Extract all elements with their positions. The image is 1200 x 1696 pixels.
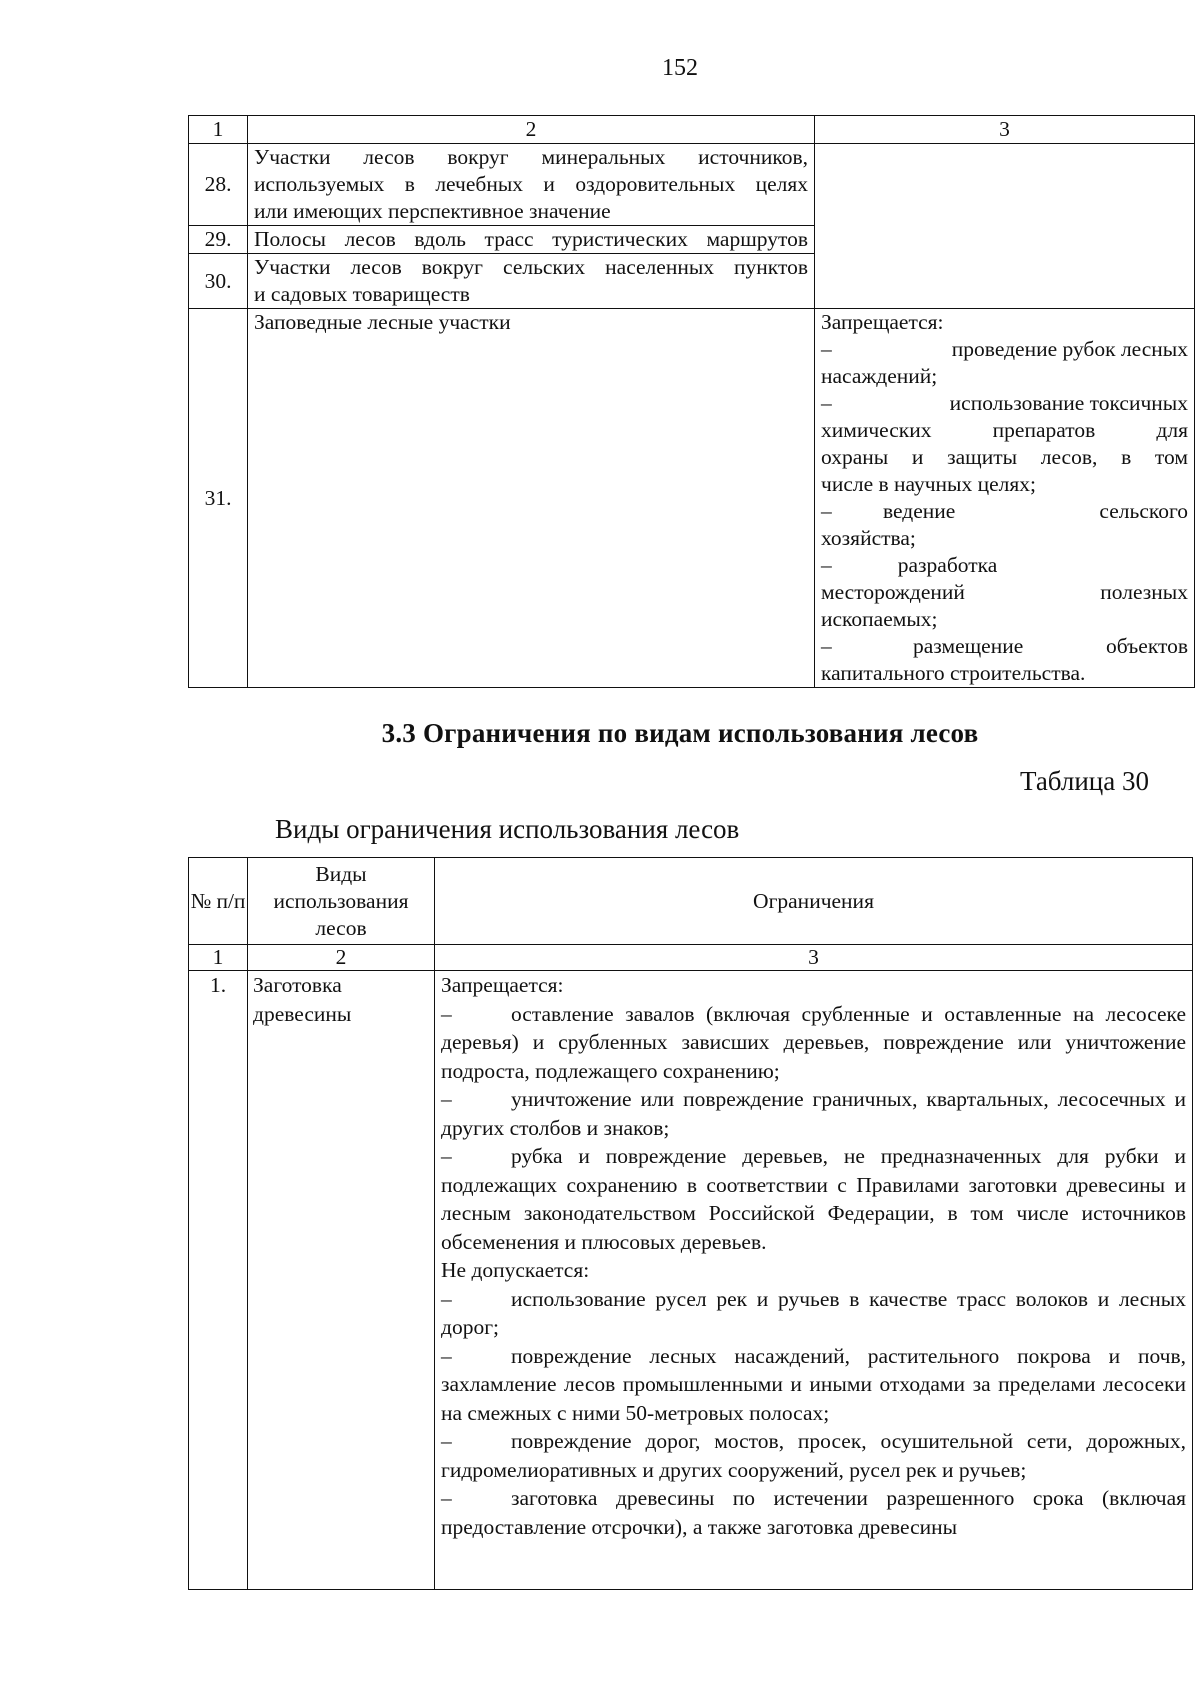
list-item: – уничтожение или повреждение граничных, квартальных, лесосечных и других столбов и знаков; [441, 1087, 1186, 1140]
list-item: – заготовка древесины по истечении разрешенного срока (включая предоставление отсрочки), а также заготовка древесины [441, 1486, 1186, 1539]
list-item: – разработка [821, 553, 998, 577]
item-text: повреждение дорог, мостов, просек, осушительной сети, дорожных, гидромелиоративных и других сооружений, русел рек и ручьев; [441, 1429, 1186, 1482]
text-line: Полосы лесов вдоль трасс туристических маршрутов [254, 227, 808, 251]
header-cell: 1 [189, 116, 248, 144]
list-item: – повреждение лесных насаждений, растительного покрова и почв, захламление лесов промышленными и иными отходами за пределами лесосеки на смежных с ними 50-метровых полосах; [441, 1343, 1186, 1425]
item-text: использование русел рек и ручьев в качестве трасс волоков и лесных дорог; [441, 1286, 1186, 1339]
text-line: проведение рубок лесных [951, 337, 1188, 361]
item-text: уничтожение или повреждение граничных, квартальных, лесосечных и других столбов и знаков; [441, 1087, 1186, 1140]
header-number: 1 [189, 945, 248, 971]
row-restrictions [435, 971, 1193, 1590]
text-line: хозяйства; [821, 526, 916, 550]
text-line: или имеющих перспективное значение [254, 199, 611, 223]
header-number: 3 [435, 945, 1193, 971]
row-type: Заготовка древесины [248, 971, 435, 1590]
text-line: размещение объектов [913, 634, 1188, 658]
list-item: – проведение рубок лесных [821, 337, 1188, 361]
list-item: – рубка и повреждение деревьев, не предназначенных для рубки и подлежащих сохранению в соответствии с Правилами заготовки древесины и лесным законодательством Российской Федерации, в том числе источников обсеменения и плюсовых деревьев. [441, 1144, 1186, 1254]
row-description [248, 226, 815, 254]
restriction-intro: Запрещается: [821, 310, 944, 334]
list-item: – оставление завалов (включая срубленные и оставленные на лесосеке деревья) и срубленных зависших деревьев, повреждение или уничтожение подроста, подлежащего сохранению; [441, 1001, 1186, 1083]
table-header-row [189, 858, 1193, 945]
text-line: охраны и защиты лесов, в том [821, 445, 1188, 469]
table-caption: Виды ограничения использования лесов [275, 814, 740, 844]
row-description [248, 144, 815, 226]
table-row [189, 971, 1193, 1590]
text-line: месторождений полезных [821, 580, 1188, 604]
text-line: химических препаратов для [821, 418, 1188, 442]
text-line: насаждений; [821, 364, 938, 388]
text-line: и садовых товариществ [254, 282, 470, 306]
list-item: – размещение объектов [821, 634, 1188, 658]
page-number: 152 [662, 55, 698, 81]
item-text: рубка и повреждение деревьев, не предназначенных для рубки и подлежащих сохранению в соответствии с Правилами заготовки древесины и лесным законодательством Российской Федерации, в том числе источников обсеменения и плюсовых деревьев. [441, 1144, 1186, 1254]
header-cell: 3 [815, 116, 1195, 144]
row-description [248, 309, 815, 688]
row-number: 30. [189, 254, 248, 309]
header-cell: 2 [248, 116, 815, 144]
text-line: используемых в лечебных и оздоровительных целях [254, 172, 808, 196]
table-row [189, 144, 1195, 226]
restriction-cell-empty [815, 144, 1195, 309]
table-label: Таблица 30 [1020, 766, 1149, 796]
prohibited-intro: Запрещается: [441, 973, 564, 997]
list-item: – использование русел рек и ручьев в качестве трасс волоков и лесных дорог; [441, 1286, 1186, 1339]
header-cell-type: Виды использования лесов [248, 858, 435, 945]
text-line: Участки лесов вокруг минеральных источников, [254, 145, 808, 169]
row-number: 31. [189, 309, 248, 688]
text-line: Заповедные лесные участки [254, 310, 511, 334]
item-text: повреждение лесных насаждений, растительного покрова и почв, захламление лесов промышленными и иными отходами за пределами лесосеки на смежных с ними 50-метровых полосах; [441, 1343, 1186, 1425]
table-number-row [189, 945, 1193, 971]
text-line: использование токсичных [949, 391, 1188, 415]
row-number: 28. [189, 144, 248, 226]
item-text: оставление завалов (включая срубленные и оставленные на лесосеке деревья) и срубленных зависших деревьев, повреждение или уничтожение подроста, подлежащего сохранению; [441, 1001, 1186, 1083]
text-line: ведение сельского [883, 499, 1188, 523]
text-line: капитального строительства. [821, 661, 1086, 685]
text-line: Участки лесов вокруг сельских населенных пунктов [254, 255, 808, 279]
list-item: – ведение сельского [821, 499, 1188, 523]
table-row [189, 309, 1195, 688]
text-line: разработка [897, 553, 998, 577]
text-line: числе в научных целях; [821, 472, 1037, 496]
table-header-row [189, 116, 1195, 144]
row-description [248, 254, 815, 309]
header-cell-num: № п/п [189, 858, 248, 945]
row-number: 1. [189, 971, 248, 1590]
continued-table [188, 115, 1195, 688]
restriction-cell [815, 309, 1195, 688]
row-number: 29. [189, 226, 248, 254]
not-allowed-intro: Не допускается: [441, 1258, 590, 1282]
list-item: – использование токсичных [821, 391, 1188, 415]
item-text: заготовка древесины по истечении разрешенного срока (включая предоставление отсрочки), а также заготовка древесины [441, 1486, 1186, 1539]
text-line: ископаемых; [821, 607, 938, 631]
header-cell-restrictions: Ограничения [435, 858, 1193, 945]
restrictions-table [188, 857, 1193, 1590]
section-title: 3.3 Ограничения по видам использования лесов [381, 718, 979, 748]
list-item: – повреждение дорог, мостов, просек, осушительной сети, дорожных, гидромелиоративных и других сооружений, русел рек и ручьев; [441, 1429, 1186, 1482]
header-number: 2 [248, 945, 435, 971]
